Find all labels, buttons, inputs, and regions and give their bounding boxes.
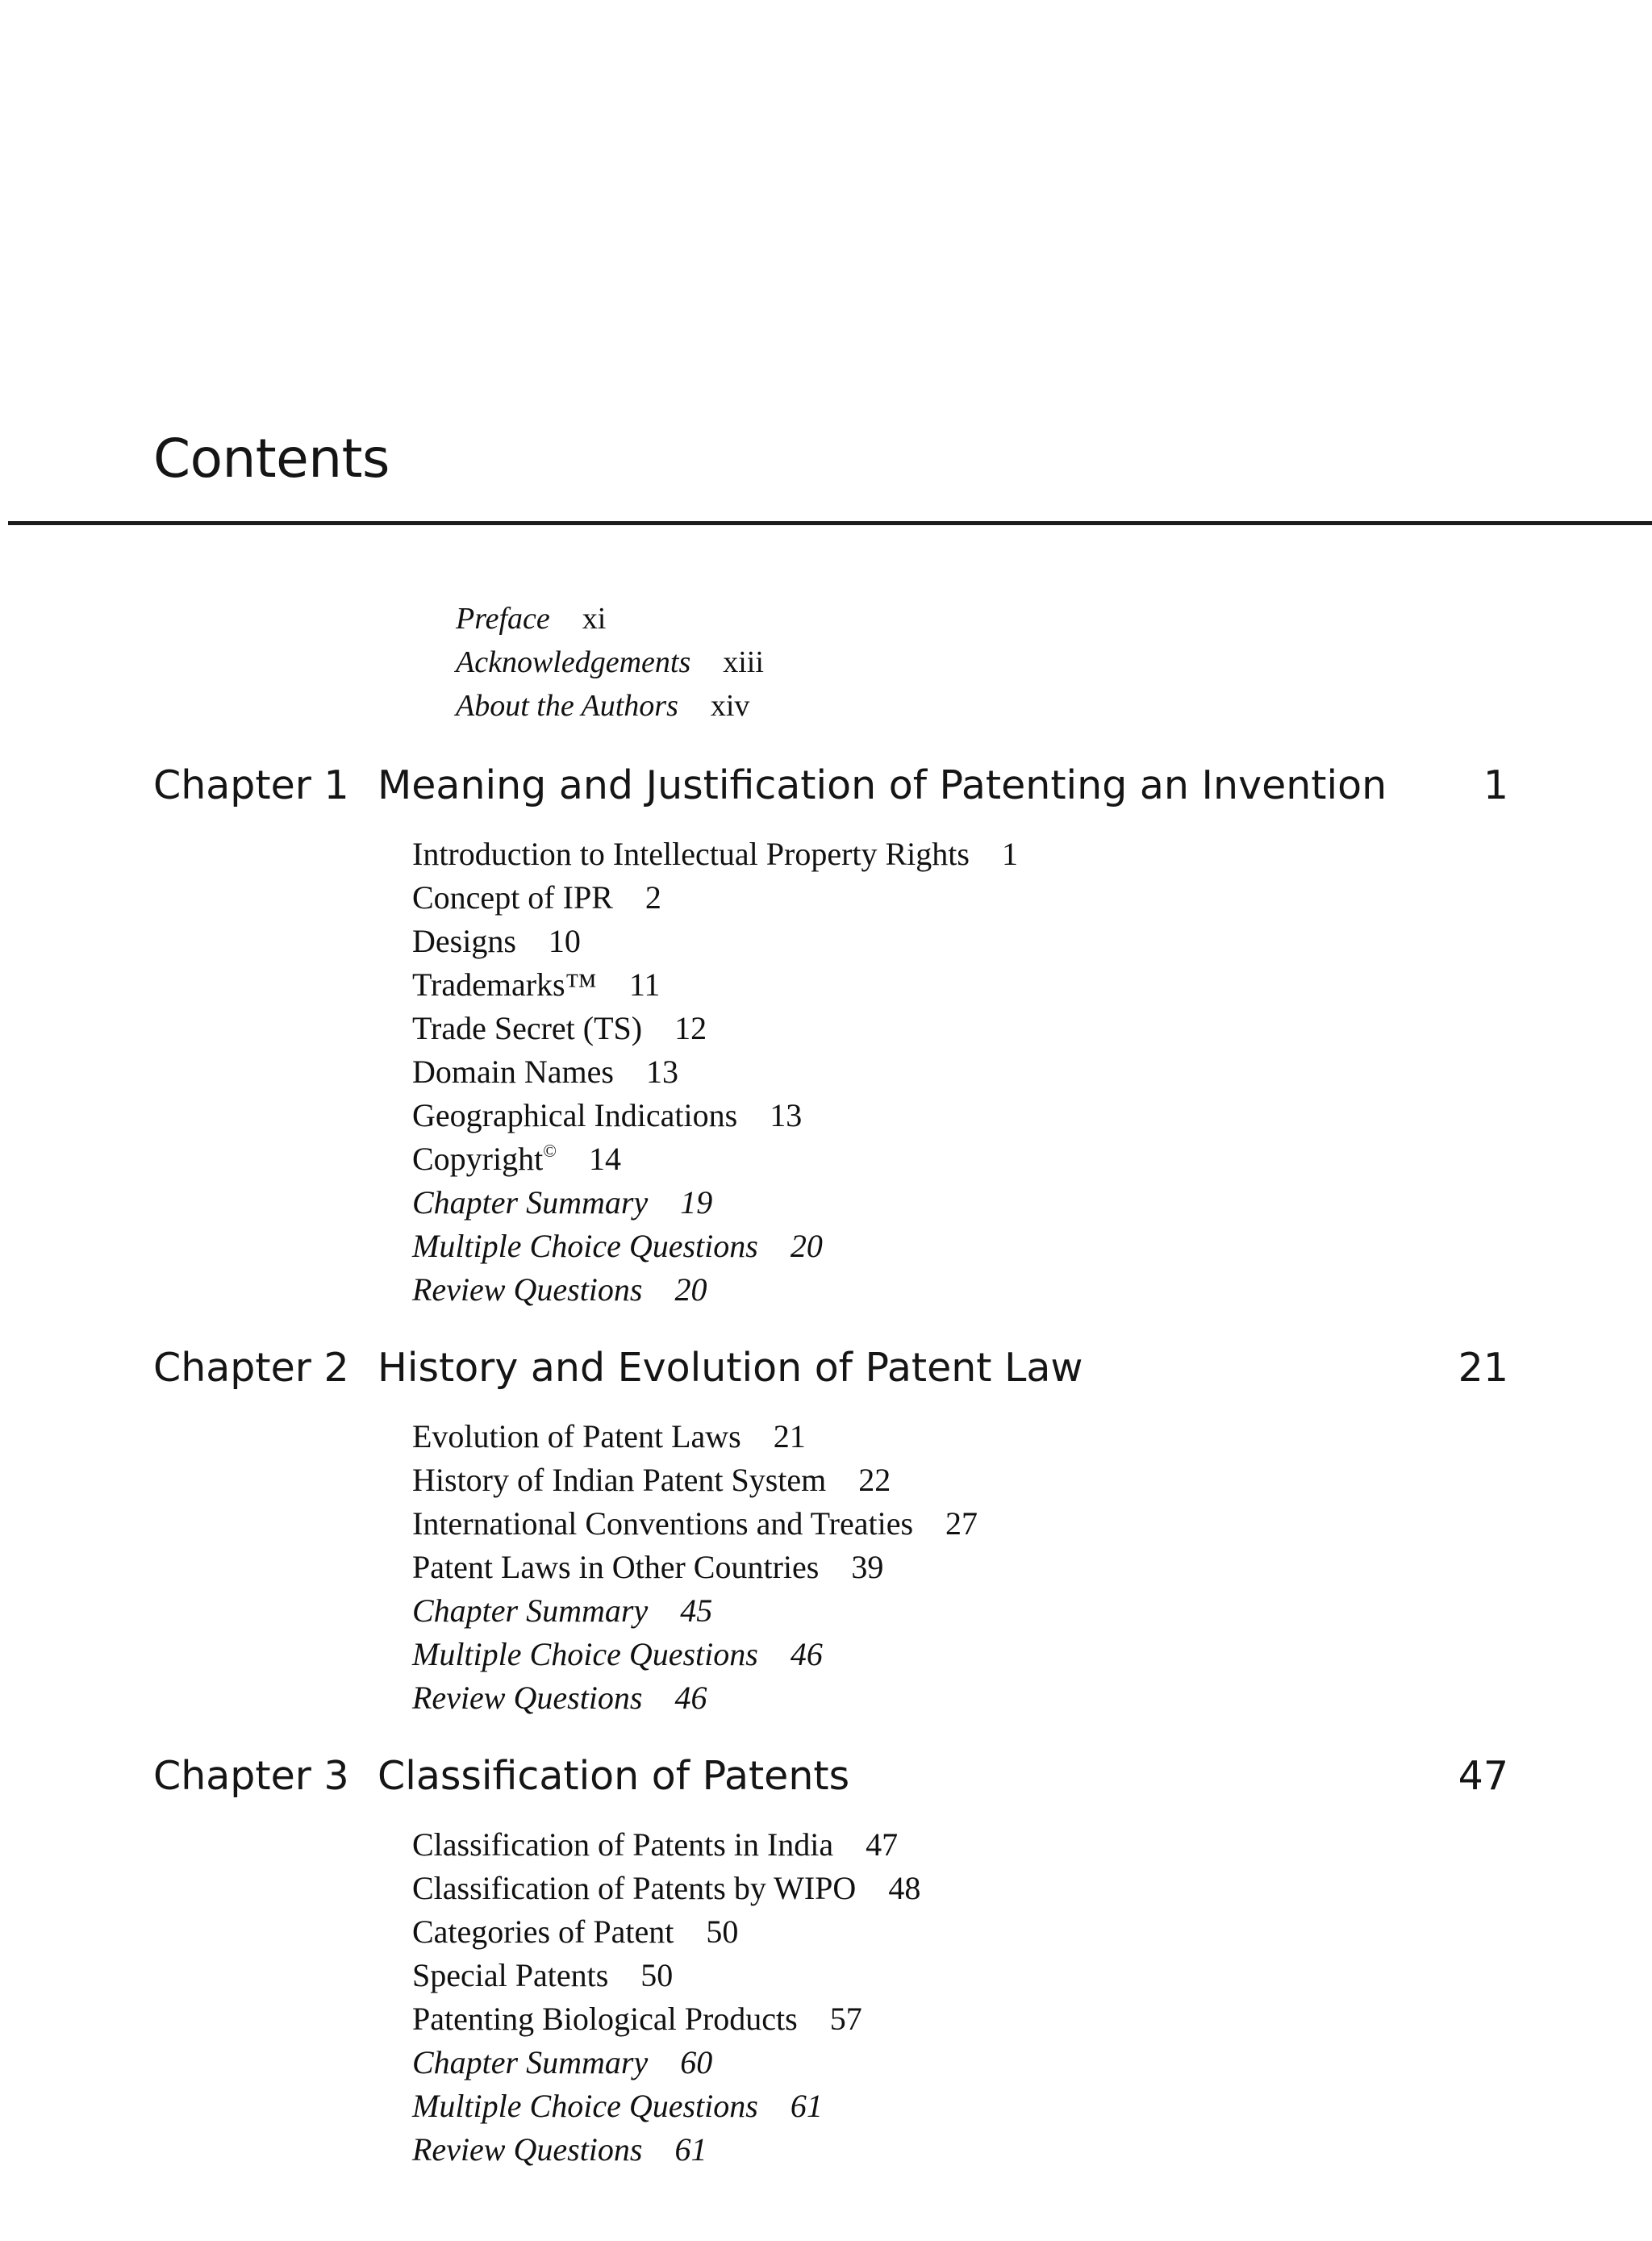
toc-entry-page: 57 — [829, 2001, 862, 2037]
toc-entry-acknowledgements[interactable] — [456, 641, 764, 684]
toc-entry-page: 2 — [645, 879, 661, 916]
toc-entry-page: xiii — [723, 645, 764, 679]
toc-entry[interactable] — [412, 1589, 978, 1633]
chapter-1-entries — [412, 833, 1018, 1312]
chapter-number: Chapter 3 — [153, 1753, 349, 1799]
toc-entry-label: Review Questions — [412, 1680, 643, 1716]
toc-entry-label: Evolution of Patent Laws — [412, 1418, 741, 1454]
chapter-2-heading[interactable] — [153, 1344, 1508, 1392]
toc-entry-page: 20 — [674, 1271, 707, 1308]
toc-entry-label: About the Authors — [456, 689, 678, 723]
toc-entry-label: Classification of Patents by WIPO — [412, 1870, 857, 1906]
toc-entry-page: 12 — [674, 1010, 707, 1046]
toc-entry[interactable] — [412, 1867, 920, 1910]
toc-entry-page: 27 — [945, 1505, 978, 1542]
toc-entry-label: Domain Names — [412, 1054, 614, 1090]
toc-entry-label: History of Indian Patent System — [412, 1462, 827, 1498]
toc-entry-label: Trade Secret (TS) — [412, 1010, 643, 1046]
chapter-number: Chapter 2 — [153, 1345, 349, 1391]
toc-entry-preface[interactable] — [456, 597, 764, 641]
copyright-mark: © — [543, 1141, 557, 1161]
toc-entry[interactable] — [412, 2128, 920, 2172]
toc-entry-label: Multiple Choice Questions — [412, 2088, 758, 2124]
chapter-3-entries — [412, 1823, 920, 2172]
toc-entry-page: 48 — [888, 1870, 921, 1906]
toc-entry-label: Trademarks™ — [412, 966, 597, 1003]
toc-entry-label: Categories of Patent — [412, 1913, 674, 1950]
toc-entry[interactable] — [412, 1633, 978, 1676]
toc-entry-page: 19 — [680, 1184, 713, 1221]
toc-entry-page: 14 — [588, 1141, 621, 1177]
page-title: Contents — [153, 428, 390, 490]
toc-entry[interactable] — [412, 1268, 1018, 1312]
toc-entry[interactable] — [412, 1007, 1018, 1050]
toc-entry-label: Chapter Summary — [412, 1184, 649, 1221]
chapter-page: 1 — [1483, 762, 1508, 808]
toc-entry-label: Review Questions — [412, 2131, 643, 2168]
toc-entry-label: Patent Laws in Other Countries — [412, 1549, 820, 1585]
toc-entry-page: 45 — [680, 1592, 713, 1629]
toc-entry-label: Multiple Choice Questions — [412, 1636, 758, 1672]
front-matter-list — [456, 597, 764, 728]
toc-entry-page: 1 — [1001, 836, 1018, 872]
toc-entry[interactable] — [412, 1910, 920, 1954]
toc-entry[interactable] — [412, 1225, 1018, 1268]
toc-entry-page: 21 — [773, 1418, 806, 1454]
toc-entry-page: 39 — [851, 1549, 884, 1585]
toc-entry[interactable] — [412, 1181, 1018, 1225]
toc-entry[interactable] — [412, 833, 1018, 876]
toc-entry-label: Review Questions — [412, 1271, 643, 1308]
toc-entry[interactable] — [412, 1050, 1018, 1094]
chapter-3-heading[interactable] — [153, 1752, 1508, 1801]
chapter-page: 21 — [1458, 1345, 1508, 1391]
toc-entry[interactable] — [412, 2085, 920, 2128]
toc-entry[interactable] — [412, 920, 1018, 963]
chapter-title: Meaning and Justification of Patenting an Invention — [378, 762, 1387, 808]
toc-entry-page: xi — [582, 602, 607, 636]
toc-entry-label: Acknowledgements — [456, 645, 691, 679]
toc-entry-page: 61 — [790, 2088, 823, 2124]
toc-entry[interactable] — [412, 1676, 978, 1720]
toc-entry-label: Special Patents — [412, 1957, 609, 1993]
toc-entry-page: 47 — [866, 1826, 899, 1863]
toc-entry-page: 13 — [645, 1054, 678, 1090]
heading-divider — [8, 521, 1652, 525]
toc-entry-page: 13 — [770, 1097, 803, 1133]
chapter-2-entries — [412, 1415, 978, 1720]
toc-entry[interactable] — [412, 1094, 1018, 1137]
toc-entry[interactable] — [412, 1823, 920, 1867]
toc-entry-label: Designs — [412, 923, 516, 959]
toc-entry-page: xiv — [710, 689, 750, 723]
toc-entry-label: Preface — [456, 602, 550, 636]
toc-entry[interactable] — [412, 1502, 978, 1546]
chapter-number: Chapter 1 — [153, 762, 349, 808]
toc-entry[interactable] — [412, 1997, 920, 2041]
toc-entry-label: Classification of Patents in India — [412, 1826, 834, 1863]
chapter-1-heading[interactable] — [153, 762, 1508, 810]
toc-entry-page: 60 — [680, 2044, 713, 2080]
toc-entry-page: 46 — [790, 1636, 823, 1672]
toc-entry-label: Introduction to Intellectual Property Rights — [412, 836, 970, 872]
toc-entry-page: 22 — [858, 1462, 891, 1498]
toc-entry[interactable] — [412, 2041, 920, 2085]
toc-entry-label: Multiple Choice Questions — [412, 1228, 758, 1264]
toc-entry-label: Chapter Summary — [412, 1592, 649, 1629]
toc-entry-label: Patenting Biological Products — [412, 2001, 798, 2037]
toc-entry[interactable] — [412, 963, 1018, 1007]
toc-entry[interactable] — [412, 1137, 1018, 1181]
chapter-title: Classification of Patents — [378, 1753, 850, 1799]
toc-entry-page: 50 — [706, 1913, 739, 1950]
toc-entry-label: International Conventions and Treaties — [412, 1505, 914, 1542]
toc-entry[interactable] — [412, 1954, 920, 1997]
toc-entry[interactable] — [412, 1546, 978, 1589]
toc-entry-page: 20 — [790, 1228, 823, 1264]
chapter-page: 47 — [1458, 1753, 1508, 1799]
toc-entry-page: 50 — [640, 1957, 674, 1993]
toc-entry-about-the-authors[interactable] — [456, 684, 764, 728]
chapter-title: History and Evolution of Patent Law — [378, 1345, 1083, 1391]
toc-entry-label: Geographical Indications — [412, 1097, 738, 1133]
toc-entry-label: Chapter Summary — [412, 2044, 649, 2080]
toc-entry-label: Copyright — [412, 1141, 544, 1177]
toc-entry-page: 61 — [674, 2131, 707, 2168]
toc-entry-page: 46 — [674, 1680, 707, 1716]
toc-entry[interactable] — [412, 1415, 978, 1459]
toc-entry-page: 10 — [548, 923, 581, 959]
toc-entry-label: Concept of IPR — [412, 879, 613, 916]
toc-entry[interactable] — [412, 876, 1018, 920]
toc-entry-page: 11 — [628, 966, 661, 1003]
toc-entry[interactable] — [412, 1459, 978, 1502]
